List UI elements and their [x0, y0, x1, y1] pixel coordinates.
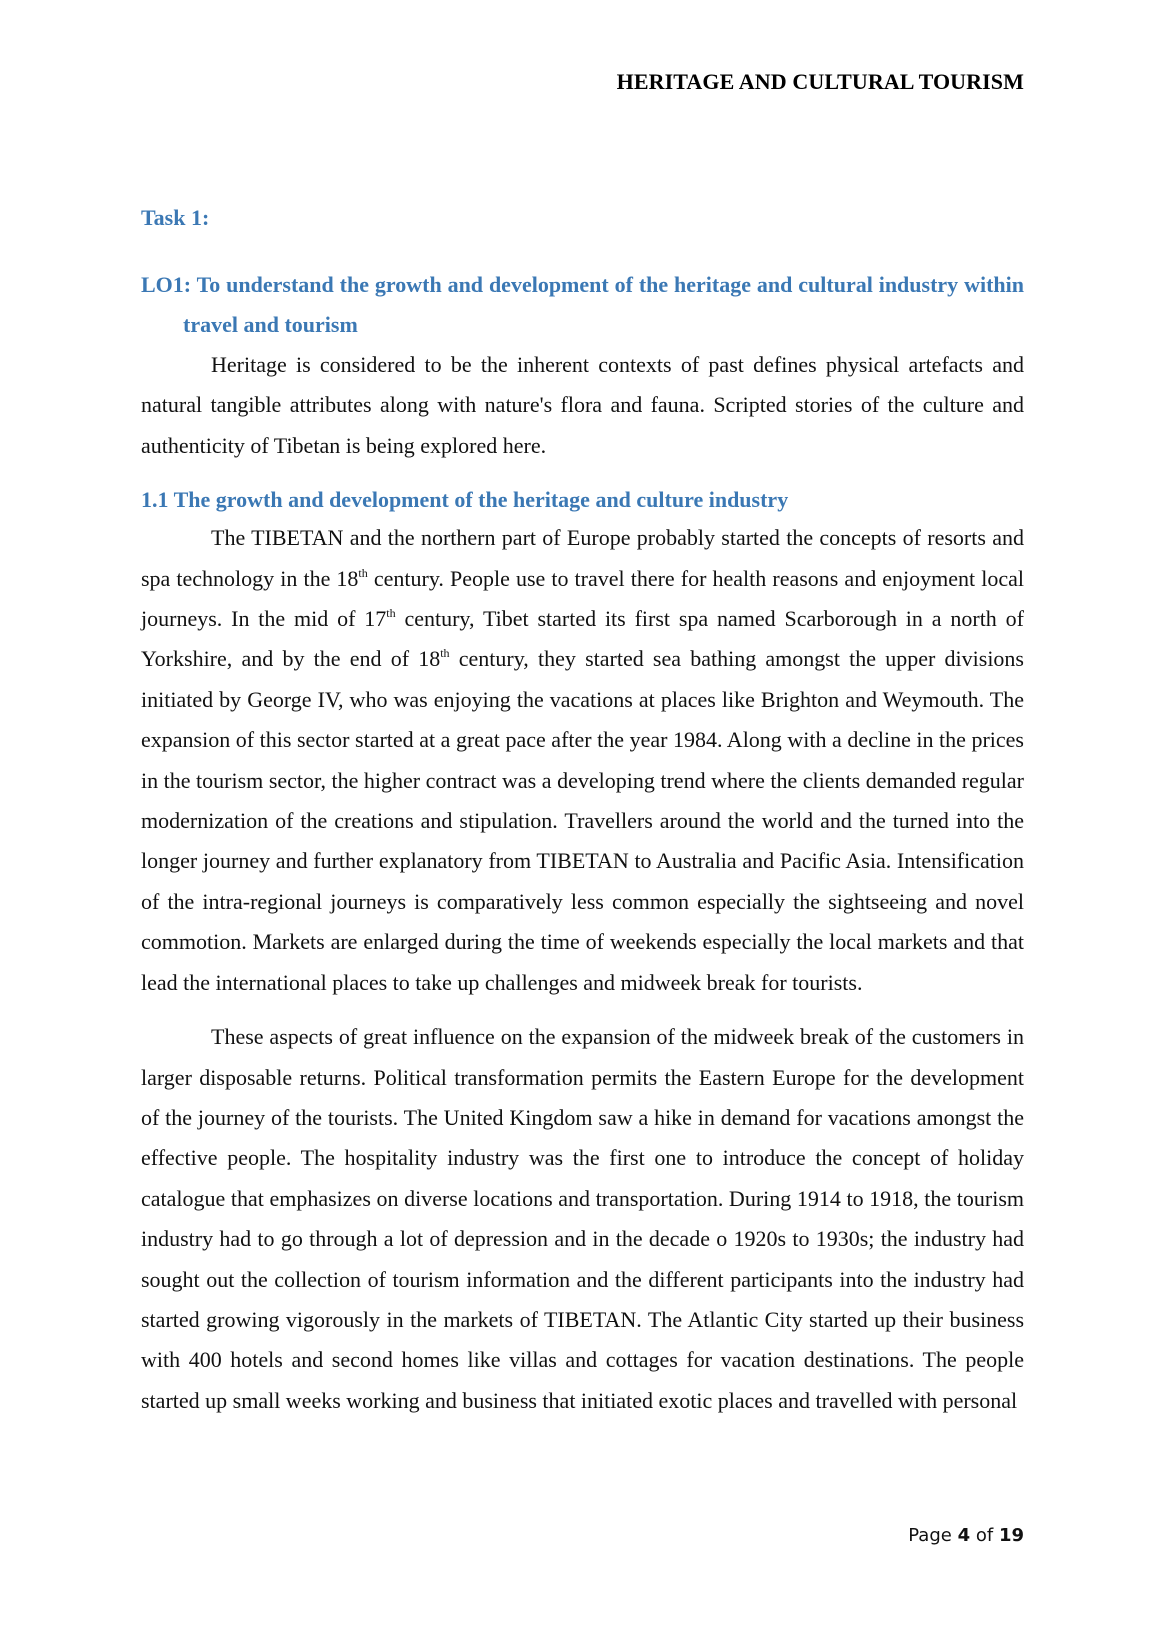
- section-1-1-heading: 1.1 The growth and development of the heritage and culture industry: [141, 487, 789, 513]
- total-pages-number: 19: [998, 1525, 1024, 1546]
- of-label: of: [975, 1525, 994, 1546]
- aspects-paragraph: These aspects of great influence on the expansion of the midweek break of the customers in larger disposable returns. Political transformation permits the Eastern Europe for the development of the journey of the tourists. The United Kingdom saw a hike in demand for vacations amongst the effective people. The hospitality industry was the first one to introduce the concept of holiday catalogue that emphasizes on diverse locations and transportation. During 1914 to 1918, the tourism industry had to go through a lot of depression and in the decade o 1920s to 1930s; the industry had sought out the collection of tourism information and the different participants into the industry had started growing vigorously in the markets of TIBETAN. The Atlantic City started up their business with 400 hotels and second homes like villas and cottages for vacation destinations. The people started up small weeks working and business that initiated exotic places and travelled with personal: [141, 1024, 1024, 1413]
- ordinal-superscript: th: [358, 565, 368, 580]
- lo1-heading: LO1: To understand the growth and development of the heritage and cultural industry within travel and tourism: [141, 272, 1024, 337]
- intro-paragraph: Heritage is considered to be the inherent contexts of past defines physical artefacts and natural tangible attributes along with nature's flora and fauna. Scripted stories of the culture and authenticity of Tibetan is being explored here.: [141, 352, 1024, 458]
- growth-text-part-4: century, they started sea bathing amongst the upper divisions initiated by George IV, who was enjoying the vacations at places like Brighton and Weymouth. The expansion of this sector started at a great pace after the year 1984. Along with a decline in the prices in the tourism sector, the higher contract was a developing trend where the clients demanded regular modernization of the creations and stipulation. Travellers around the world and the turned into the longer journey and further explanatory from TIBETAN to Australia and Pacific Asia. Intensification of the intra-regional journeys is comparatively less common especially the sightseeing and novel commotion. Markets are enlarged during the time of weekends especially the local markets and that lead the international places to take up challenges and midweek break for tourists.: [141, 646, 1024, 995]
- current-page-number: 4: [957, 1525, 971, 1546]
- page-number-footer: [908, 1525, 1024, 1546]
- growth-paragraph: [141, 518, 1024, 1003]
- page-label: Page: [908, 1525, 952, 1546]
- ordinal-superscript: th: [440, 646, 450, 661]
- growth-text-part-1: The TIBETAN and the northern part of Europe probably started the concepts of resorts and spa technology in the 18: [141, 525, 1024, 591]
- running-header: HERITAGE AND CULTURAL TOURISM: [616, 69, 1024, 94]
- page-content: [141, 203, 1024, 1421]
- ordinal-superscript: th: [386, 606, 396, 621]
- growth-text-part-3: century, Tibet started its first spa named Scarborough in a north of Yorkshire, and by the end of 18: [141, 606, 1024, 672]
- task-heading: Task 1:: [141, 205, 210, 230]
- growth-text-part-2: century. People use to travel there for health reasons and enjoyment local journeys. In the mid of 17: [141, 565, 1024, 632]
